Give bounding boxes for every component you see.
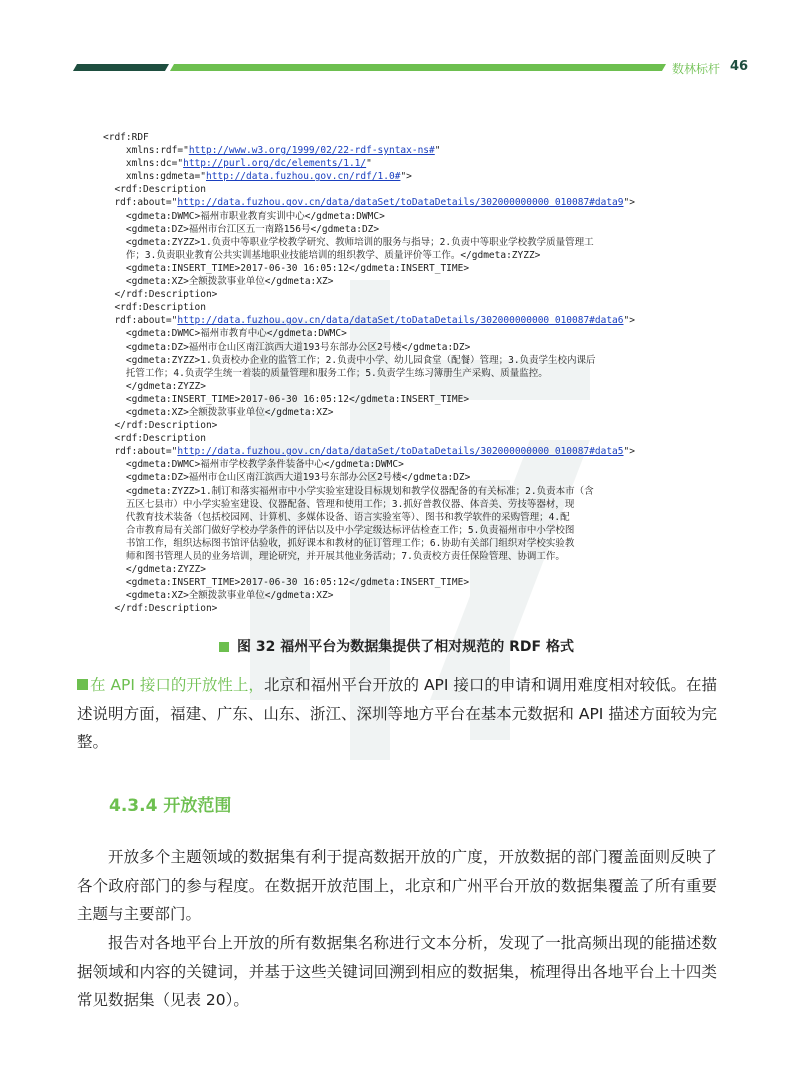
code-line: [103, 367, 703, 380]
code-line: [103, 589, 703, 602]
code-text: <rdf:RDF: [103, 132, 149, 143]
header-bar-light: [170, 64, 666, 71]
caption-text: 图 32 福州平台为数据集提供了相对规范的 RDF 格式: [237, 639, 574, 655]
code-text: <gdmeta:XZ>全额拨款事业单位</gdmeta:XZ>: [103, 276, 334, 288]
code-text: <gdmeta:DZ>福州市台江区五一南路156号</gdmeta:DZ>: [103, 223, 380, 235]
code-text: </rdf:Description>: [103, 420, 218, 432]
paragraph-scope: 开放多个主题领域的数据集有利于提高数据开放的广度，开放数据的部门覆盖面则反映了各个政府部门的参与程度。在数据开放范围上，北京和广州平台开放的数据集覆盖了所有重要主题与主要部门。: [77, 848, 717, 923]
code-line: [103, 196, 703, 209]
page-number: 46: [730, 59, 749, 74]
code-line: [103, 498, 703, 511]
code-text: 托管工作；4.负责学生统一着装的质量管理和服务工作；5.负责学生练习簿册生产采购、质量监控。: [103, 367, 548, 379]
code-line: [103, 406, 703, 419]
code-text: 书馆工作，组织达标图书馆评估验收，抓好课本和教材的征订管理工作；6.协助有关部门组织对学校实验教: [103, 537, 575, 549]
code-text: <gdmeta:DWMC>福州市教育中心</gdmeta:DWMC>: [103, 328, 347, 340]
code-line: [103, 249, 703, 262]
code-line: [103, 445, 703, 458]
lead-text: 在 API 接口的开放性上，: [90, 676, 264, 694]
code-line: [103, 144, 703, 157]
code-line: [103, 458, 703, 471]
code-text: </rdf:Description>: [103, 289, 218, 301]
code-line: [103, 602, 703, 615]
code-link[interactable]: http://purl.org/dc/elements/1.1/: [183, 158, 367, 170]
code-text: rdf:about=": [103, 197, 178, 209]
code-text: xmlns:dc=": [103, 158, 184, 170]
paragraph-analysis: 报告对各地平台上开放的所有数据集名称进行文本分析，发现了一批高频出现的能描述数据领域和内容的关键词，并基于这些关键词回溯到相应的数据集，梳理得出各地平台上十四类常见数据集（见表 20）。: [77, 934, 717, 1009]
lead-square-icon: [77, 679, 88, 690]
code-text: <gdmeta:DZ>福州市仓山区南江滨西大道193号东部办公区2号楼</gdmeta:DZ>: [103, 472, 471, 484]
code-text: <rdf:Description: [103, 184, 206, 196]
code-line: [103, 354, 703, 367]
code-line: [103, 380, 703, 393]
code-text: <gdmeta:DZ>福州市仓山区南江滨西大道193号东部办公区2号楼</gdmeta:DZ>: [103, 341, 471, 353]
code-text: </gdmeta:ZYZZ>: [103, 380, 206, 392]
code-link[interactable]: http://data.fuzhou.gov.cn/data/dataSet/toDataDetails/302000000000 010087#data6: [177, 315, 624, 327]
code-line: [103, 262, 703, 275]
paragraph-api: [77, 671, 717, 757]
rdf-code-block: [103, 131, 703, 615]
code-text: xmlns:rdf=": [103, 145, 189, 157]
code-line: [103, 275, 703, 288]
code-text: </rdf:Description>: [103, 603, 218, 615]
code-line: [103, 223, 703, 236]
code-text: rdf:about=": [103, 446, 178, 458]
code-text: 五区七县市）中小学实验室建设、仪器配备、管理和使用工作；3.抓好普教仪器、体音美、劳技等器材，现: [103, 498, 575, 510]
code-text: xmlns:gdmeta=": [103, 171, 206, 183]
code-text: <gdmeta:ZYZZ>1.负责校办企业的监管工作；2.负责中小学、幼儿园食堂（配餐）管理；3.负责学生校内课后: [103, 354, 596, 366]
code-text: rdf:about=": [103, 315, 178, 327]
code-line: [103, 393, 703, 406]
code-link[interactable]: http://data.fuzhou.gov.cn/rdf/1.0#: [205, 171, 401, 183]
code-line: [103, 511, 703, 524]
code-text: <gdmeta:XZ>全额拨款事业单位</gdmeta:XZ>: [103, 590, 334, 602]
code-text: </gdmeta:ZYZZ>: [103, 564, 206, 576]
brand-label: 数林标杆: [672, 62, 721, 76]
code-line: [103, 131, 703, 144]
code-text: <gdmeta:XZ>全额拨款事业单位</gdmeta:XZ>: [103, 406, 334, 418]
code-line: [103, 210, 703, 223]
code-line: [103, 327, 703, 340]
code-line: [103, 288, 703, 301]
code-line: [103, 183, 703, 196]
code-text: 作；3.负责职业教育公共实训基地职业技能培训的组织教学、质量评价等工作。</gdmeta:ZYZZ>: [103, 249, 541, 261]
code-line: [103, 341, 703, 354]
code-line: [103, 537, 703, 550]
code-line: [103, 471, 703, 484]
section-title: 4.3.4 开放范围: [109, 796, 232, 816]
paragraph-lead: [77, 676, 264, 694]
code-line: [103, 419, 703, 432]
figure-caption: [0, 636, 793, 656]
code-text: ">: [623, 446, 635, 458]
code-text: <rdf:Description: [103, 433, 206, 445]
code-text: ": [366, 158, 372, 170]
code-link[interactable]: http://data.fuzhou.gov.cn/data/dataSet/toDataDetails/302000000000 010087#data5: [177, 446, 624, 458]
code-text: 师和图书管理人员的业务培训，理论研究，并开展其他业务活动；7.负责校方责任保险管理、协调工作。: [103, 551, 565, 562]
caption-square-icon: [219, 642, 229, 652]
code-link[interactable]: http://www.w3.org/1999/02/22-rdf-syntax-ns#: [188, 145, 435, 157]
code-text: ">: [400, 171, 412, 183]
code-text: 合市教育局有关部门做好学校办学条件的评估以及中小学定级达标评估检查工作；5.负责福州市中小学校图: [103, 524, 575, 536]
code-text: ">: [623, 315, 635, 327]
paragraph-api-text: 北京和福州平台开放的 API 接口的申请和调用难度相对较低。在描述说明方面，福建、广东、山东、浙江、深圳等地方平台在基本元数据和 API 描述方面较为完整。: [77, 676, 717, 751]
code-text: <gdmeta:DWMC>福州市学校教学条件装备中心</gdmeta:DWMC>: [103, 459, 404, 471]
code-line: [103, 563, 703, 576]
code-text: <gdmeta:INSERT_TIME>2017-06-30 16:05:12</gdmeta:INSERT_TIME>: [103, 393, 470, 405]
code-line: [103, 157, 703, 170]
code-text: <gdmeta:INSERT_TIME>2017-06-30 16:05:12</gdmeta:INSERT_TIME>: [103, 262, 470, 274]
code-text: <gdmeta:INSERT_TIME>2017-06-30 16:05:12</gdmeta:INSERT_TIME>: [103, 577, 470, 589]
code-text: <gdmeta:ZYZZ>1.负责中等职业学校教学研究、教师培训的服务与指导；2.负责中等职业学校教学质量管理工: [103, 236, 594, 248]
code-link[interactable]: http://data.fuzhou.gov.cn/data/dataSet/toDataDetails/302000000000 010087#data9: [177, 197, 624, 209]
header-bar-dark: [73, 64, 169, 71]
code-text: <rdf:Description: [103, 302, 206, 314]
code-text: <gdmeta:DWMC>福州市职业教育实训中心</gdmeta:DWMC>: [103, 210, 385, 222]
code-text: <gdmeta:ZYZZ>1.制订和落实福州市中小学实验室建设目标规划和教学仪器配备的有关标准；2.负责本市（含: [103, 485, 594, 497]
code-line: [103, 550, 703, 563]
code-line: [103, 576, 703, 589]
code-text: 代教育技术装备（包括校园网、计算机、多媒体设备、语言实验室等）、图书和教学软件的采购管理；4.配: [103, 511, 570, 523]
code-line: [103, 301, 703, 314]
code-line: [103, 485, 703, 498]
code-text: ": [434, 145, 441, 157]
code-line: [103, 524, 703, 537]
code-line: [103, 432, 703, 445]
code-line: [103, 170, 703, 183]
code-line: [103, 236, 703, 249]
code-text: ">: [623, 197, 635, 209]
code-line: [103, 314, 703, 327]
